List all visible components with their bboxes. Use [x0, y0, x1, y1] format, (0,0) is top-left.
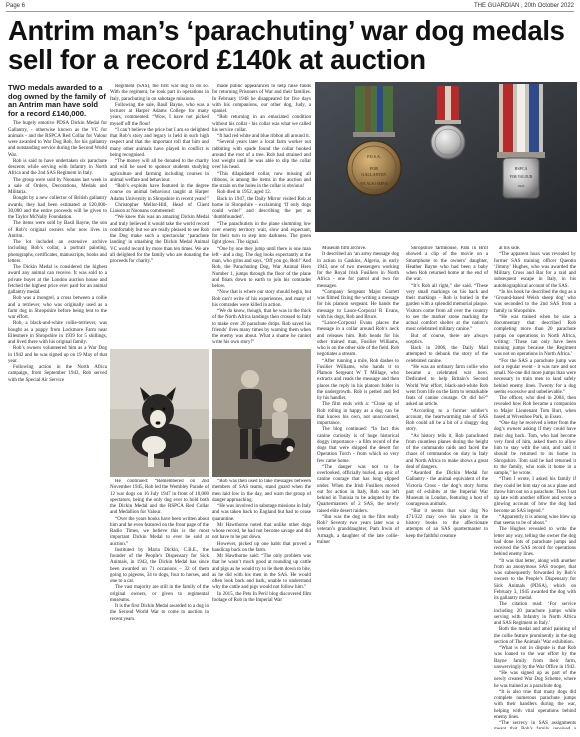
article-paragraph: “But it seems that war dog No 471/322 may owe his place in the history books to the affectionate attempts of an SAS quartermaster to keep the faithful creature: [406, 508, 488, 539]
rob-dog-photo: [110, 349, 209, 477]
column-2-body: [110, 84, 209, 265]
article-paragraph: “For the SAS a parachute jump was not a regular event - it was rare and not small. No-one did more jumps than were necessary to train men to land safely behind enemy lines. Twenty for a dog seems excessive and unbelievable.”: [494, 358, 576, 395]
article-paragraph: “The money will all be donated to the charity and will be used to sponsor students studying agriculture and farming including courses in animal welfare and behaviour.: [110, 159, 209, 183]
article-paragraph: “What is not in dispute is that Rob was loaned to the war effort by the Bayne family from their farm, unswervingly by the War Office in 1942.: [494, 646, 576, 670]
article-paragraph: “Rob’s exploits have featured in the degree course on animal behaviour taught at Harper Adams University in Shropshire in recent years!”: [110, 184, 209, 202]
article-paragraph: at his side.: [499, 246, 521, 251]
article-paragraph: However, picked up one habit that proved a handicap back on the farm.: [212, 541, 311, 553]
column-5: [406, 246, 488, 729]
svg-text:RSPCA: RSPCA: [514, 166, 528, 171]
article-paragraph: “Apparently it is among wine blew up that seems to be of about.”: [494, 514, 576, 526]
article-paragraph: Rob is said to have undertaken six parachute descents while serving with Infantry in North Africa and the 2nd SAS Regiment in Italy.: [8, 158, 107, 177]
masthead-date: THE GUARDIAN , 20th October 2022: [473, 3, 574, 9]
standfirst: TWO medals awarded to a dog owned by the family of an Antrim man have sold for a record £140,000.: [8, 84, 106, 118]
article-paragraph: “The secrecy in SAS assignments: [499, 721, 576, 726]
column-2-lower-body: [110, 479, 209, 623]
article-paragraph: The officer, who died in 2004, then revealed how Rob became a companion to Major Lieutenant Tom Burt, when based at Wivenhoe Park, in Essex.: [494, 396, 576, 420]
article-paragraph: It described an ‘an army message dog in action in Gaskins, Algeria, in early 1943, one of two messengers working for the Royal Irish Fusiliers in North Africa - one for patrol and two for messages.: [317, 252, 399, 289]
svg-text:WE ALSO SERVE: WE ALSO SERVE: [360, 182, 388, 186]
article-paragraph: “Lance-Corporal Evans places the message in a collar around Rob’s neck and releases him. Rob heads for his other trained man, Fusilier Williams, who is on the other side of the field. Rob negotiates a stream.: [317, 321, 399, 358]
article-paragraph: The film ends with a: “Close up of Rob rolling in happy as a dog can be that knows his own, not unaccounted, importance.: [317, 402, 399, 426]
article-paragraph: The items were sold by Basil Bayne, the son of Rob’s original owners who now lives in Antrim.: [8, 221, 107, 239]
article-paragraph: “The apparent hoax was revealed by former SAS training officer Quentin ‘Jimmy’ Hughes, who was awarded the Military Cross and Bar for a raid and subsequent escape in Italy, in his autobiographical account of the SAS.: [494, 252, 576, 289]
article-paragraph: Christopher Mellor-Hill, Head of Client Liaison at Noonans commented:: [110, 202, 209, 214]
column-5-body: [406, 246, 488, 540]
article-paragraph: “We do know, though, that he was in the thick of the North Africa landings then crossed to Italy to make over 20 parachute drops. Rob saved his friends’ lives many times by warning them when the enemy was about. What a shame he cannot write his own story!”: [212, 309, 311, 346]
headline: Antrim man’s ‘parachuting’ war dog medals sell for a record £140k at auction: [8, 15, 565, 75]
svg-text:P.D.S.A.: P.D.S.A.: [367, 154, 381, 159]
article-paragraph: Mr Hawthorne noted that unlike other dogs whose record, he had not become savage and did not have to be put down.: [212, 522, 311, 541]
column-4: [317, 246, 399, 729]
svg-text:1945: 1945: [517, 184, 525, 188]
article-paragraph: “Rob returning in an emaciated condition without his collar - his collar was what we called his service collar.: [212, 115, 311, 133]
svg-text:FOR: FOR: [369, 166, 379, 171]
article-paragraph: Back in 2006, the Daily Mail attempted to debunk the story of the celebrated canine.: [406, 346, 488, 364]
column-1: [8, 84, 107, 729]
column-3-body: [212, 84, 311, 346]
article-paragraph: “It’s Rob all right,” she said. “These very small markings on his back and their markings - Rob is buried in the garden with a splendid memorial plaque. Visitors come from all over the country to see the marker stone marking the actual comfort shelter at the nation’s most celebrated military canine.”: [406, 283, 488, 333]
folio: [6, 2, 574, 14]
article-paragraph: “He was an ordinary farm collie who became a celebrated war hero. Dedicated to help Britain’s Second World War effort, black-and-white Rob went from life on the farm to remarkable feats of canine courage. Or did he?” asked an article.: [406, 364, 488, 408]
article-paragraph: It is the first Dickin Medal awarded to a dog in the Second World War to come to auction in recent years.: [110, 604, 209, 622]
article-paragraph: “Awarded the Dickin Medal for Gallantry - the animal equivalent of the Victoria Cross - the dog’s story forms part of exhibits at the Imperial War Museum in London, featuring a host of courageous animals.: [406, 471, 488, 508]
article-paragraph: The Hughes revealed to write the letter any way, telling the owner the dog had done lots of parachute jumps and received the SAS record for operations behind enemy lines.: [494, 527, 576, 558]
article-paragraph: “He was signed up as part of the newly created War Dog Scheme, where he was trained as a parachute dog.: [494, 671, 576, 689]
article-paragraph: “According to a former soldier’s account, the heartwarming tale of SAS Rob could all be a bit of a shaggy dog story.: [406, 408, 488, 433]
svg-text:GALLANTRY: GALLANTRY: [361, 172, 387, 177]
article-paragraph: made public appearances to help raise funds for returning Prisoners of War and their families. In February 1948 he disappeared for five days with his companions, our other dog, Judy, a spaniel.: [212, 84, 311, 114]
article-paragraph: Instituted by Maria Dickin, C.B.E., the founder of the People’s Dispensary for Sick Animals, in 1943, the Dickin Medal has since been awarded on 71 occasions – 32 of them going to pigeons, 34 to dogs, four to horses, and one to a cat.: [110, 547, 209, 584]
archive-family-image: [212, 349, 311, 477]
dickin-medal-photo: [315, 82, 577, 232]
article-paragraph: Following action in the North Africa campaign, from September 1943, Rob served with the Special Air Service: [8, 365, 107, 383]
article-paragraph: Rob died in 1952, aged 12.: [217, 190, 272, 196]
article-paragraph: Museum film archive.: [322, 246, 367, 251]
article-paragraph: “I can’t believe the price but I am so delighted that Rob’s story and legacy is held in such high respect and that the important roll that him and many other animals have played in conflict is being recognised.: [110, 127, 209, 158]
article-paragraph: Both the medal and amid painting of the collie feature prominently in the dog section of The Animals’ War exhibition.: [494, 627, 576, 645]
column-1-body: [8, 121, 107, 384]
article-paragraph: In 2015, the Pets In Peril blog discovered film footage of Rob in the Imperial War: [212, 591, 311, 603]
article-paragraph: “One by one they jump until there is one man left - and a dog. The dog looks expectantly at the man, who grins and says, ‘Off you go, Rob!’ And Rob, the Parachuting Dog, War Animal Hero Number 1, jumps through the floor of the plane and floats down to earth to join his comrades below.: [212, 246, 311, 289]
article-paragraph: “Several years later a local farm worker out rabbiting with spade found the collar hooked around the root of a tree. Rob had strained and lost weight until he was able to slip the collar over his head.: [212, 140, 311, 171]
column-6-body: [494, 246, 576, 729]
article-paragraph: “One day he received a letter from the dog’s owners asking if they could have their dog back. Tom, who had become very fond of him, asked them to allow him to stay with the unit, and said it should be returned to its home in Shropshire. Tom said he had returned it to the family, who took it home in a sample,” he wrote.: [494, 421, 576, 476]
article-paragraph: The blog continued: “In fact this canine curiosity is of huge historical doggy importance - a film record of the dogs that were shipped the desert for Operation Torch - from which so very few came home.: [317, 427, 399, 464]
column-6: [494, 246, 576, 729]
article-paragraph: “The parachutists in the plane slumming low over enemy territory wait, slow and expectant, for their turn to step into darkness. The green light glows. The signal.: [212, 221, 311, 246]
article-paragraph: “He was trained when he saw a documentary that described Rob completing more than 20 parachute jumps on operations in North Africa, writing: ‘These can only have been training jumps because the Regiment was not on operations in North Africa.’: [494, 314, 576, 358]
article-paragraph: Shropshire farmhouse, Pam in Brill showed a clip of the movie on a Smartphone to the owners’ daughter, Heather Bayne who had been a baby when Rob returned home at the end of the war.: [406, 246, 488, 283]
page-number: Page 6: [6, 3, 26, 9]
article-paragraph: Rob’s owners volunteered him as a War Dog in 1942 and he was signed up on 19 May of that year.: [8, 346, 107, 364]
article-paragraph: The lot included an extensive archive including Rob’s collar, a portrait painting, photographs, certificates, manuscripts, books and letters.: [8, 240, 107, 264]
article-paragraph: “He was involved in sabotage missions in Italy and was taken back to England but had to cease quarantine.: [212, 504, 311, 522]
article-paragraph: “As history tells it, Rob parachuted from countless planes during the height of the commando raids and faced the chaos of commandos on duty in Italy and North Africa to make shows a great deal of dangers.: [406, 433, 488, 470]
column-3-lower: [212, 479, 311, 729]
top-rule: [6, 11, 574, 12]
article-paragraph: “The danger was not to be overlooked, officially buried, an epic of canine courage that has long slipped under. When the Irish Fusiliers moved out for action in Italy, Rob was left behind in Tunisia to be adopted by the Quartermasters of 2 SAS, the newly raised elite desert raiders.: [317, 464, 399, 514]
article-paragraph: “It was that letter, along with another from an anonymous SAS trooper, that was subsequently forwarded by Rob’s owners to the People’s Dispensary for Sick Animals (PDSA), which on February 3, 1945 awarded the dog with its gallantry medal.: [494, 558, 576, 601]
article-paragraph: The vast majority are still in the family of the original owners, or given to regimental museums.: [110, 585, 209, 603]
article-paragraph: The citation read: ‘For service including 20 parachute jumps while serving with Infantry in North Africa and SAS Regiment in Italy.’: [494, 602, 576, 626]
article-paragraph: “It had red white and blue ribbon all around it.: [217, 134, 311, 139]
article-paragraph: Bought by a new collector of British gallantry awards, they had been estimated at £20,000-30,000 and the entire proceeds will be given to the Taylor McNally Foundation.: [8, 196, 107, 221]
article-paragraph: “Over the years books have been written about him and he even featured on the front page of the Radio Times, we believe this is the most important Dickin Medal to ever be sold at auction.”: [110, 516, 209, 547]
medal-image: [315, 82, 577, 232]
family-with-dog-photo: [212, 349, 311, 477]
article-paragraph: The Dickin Medal is considered the highest award any animal can receive. It was sold to a private buyer at the London auction house and fetched the highest price ever paid for an animal gallantry medal.: [8, 265, 107, 296]
column-2: [110, 84, 209, 346]
article-paragraph: “Rob was then used to take messages between members of SAS teams, stand guard when the men laid low in the day, and warn the group of danger approaching.: [212, 479, 311, 503]
article-paragraph: But of course, there are always sceptics.: [406, 333, 488, 345]
svg-text:FOR VALOUR: FOR VALOUR: [509, 175, 533, 179]
article-paragraph: Rob, a black-and-white collie-retriever, was bought as a puppy from Lockmore Farm near Ellesmere in Shropshire in 1939 for 5 shillings, and lived there with his original family.: [8, 321, 107, 346]
article-paragraph: Mr Hawthorne said: “The only problem was that he wasn’t much good at rounding up cattle and pigs as he would try to lie them down to bite, as he did with his men in the SAS. He would often look back and bark, unable to understand why the cattle and pigs would not follow him.”: [212, 554, 311, 591]
article-paragraph: He continued: “Remembered on 2nd November 1945, Rob led the Wembley Parade of 12 war dogs on 16 July 1947 in front of 10,000 spectators, being the only dog ever to hold both the Dickin Medal and the RSPCA Red Collar and Medallion for Valour.: [110, 479, 209, 516]
article-paragraph: “It is also true that many dogs did complete numerous parachute jumps with their handlers during the war, helping with vital operations behind enemy lines.: [494, 689, 576, 720]
article-paragraph: “This dilapidated collar, now missing all ribbons, is among the items in the auction and the strain on the holes in the collar is obvious!: [212, 171, 311, 189]
dog-portrait-image: [110, 349, 209, 477]
article-paragraph: Back in 1947, the Daily Mirror visited Rob at home in Shropshire - exclaiming ‘If only dogs could write!’ and describing the pet as ‘dumbfounded’.: [212, 196, 311, 221]
article-paragraph: “Then I wrote, I asked his family if they could let him stay on as a plane and throw him out on a parachute. Then I sat up late with another officer and wrote a glowing account of how the dog had become an SAS legend.”: [494, 477, 576, 514]
column-2-lower: [110, 479, 209, 729]
article-paragraph: “Company Sergeant Major Garrett was filmed fixing the writing a message for his platoon sergeant. He hands the message to Lance-Corporal R Evans, with his dogs, Rob and Bruce.: [317, 289, 399, 320]
column-3-lower-body: [212, 479, 311, 604]
article-paragraph: “Now that is where our story should begin, but Rob can’t write of his experiences, and many of his comrades were killed in action.: [212, 290, 311, 308]
article-paragraph: The hugely emotive PDSA Dickin Medal for Gallantry, - otherwise known as the VC for animals - and the RSPCA Red Collar for Valour were awarded to War Dog Rob, for his gallantry and outstanding service during the Second World War.: [8, 121, 107, 158]
article-paragraph: “But was the dog in the film really Rob? Seventy two years later was a veteran’s granddaughter, Pam Irwin of Armagh, a daughter of the late collie-trainer: [317, 514, 399, 545]
column-4-body: [317, 246, 399, 546]
article-paragraph: Following the sale, Basil Bayne, who was a lecturer at Harper Adams College for many years, commented: “Wow, I have not picked myself off the floor!: [110, 102, 209, 127]
article-paragraph: “We knew this was an amazing Dickin Medal and truly believed it would take the world record comfortably but we are really pleased to see Rob the Dog make such a spectacular ‘parachute landing’ in smashing the Dickin Medal Animal VC world record by more than ten times. We are all delighted for the family who are donating the proceeds for charity.”: [110, 215, 209, 264]
article-paragraph: Rob was a mongrel, a cross between a collie and a retriever, who was originally used as a farm dog in Shropshire before being lent to the war effort.: [8, 296, 107, 321]
article-paragraph: Regiment (SAS), the first war dog to do so. With the regiment, he took part in operations in Italy, parachuting in on sabotage missions.: [110, 84, 209, 102]
article-paragraph: “In his book he described the dog as a ‘Ground-based Welsh sheep dog’ who was seconded to the 2nd SAS from a family in Shropshire.: [494, 289, 576, 314]
column-3: [212, 84, 311, 346]
article-paragraph: “After running a mile, Rob dashes to Fusilier Williams, who hands it to Platoon Sergeant W T Millage, who extracts and reads the message and then places the reply in his platoon folder in the undergrowth. Rob is petted and fed by his handler.: [317, 358, 399, 401]
article-paragraph: The group were sold by Noonans last week in a sale of Orders, Decorations, Medals and Militaria.: [8, 177, 107, 196]
